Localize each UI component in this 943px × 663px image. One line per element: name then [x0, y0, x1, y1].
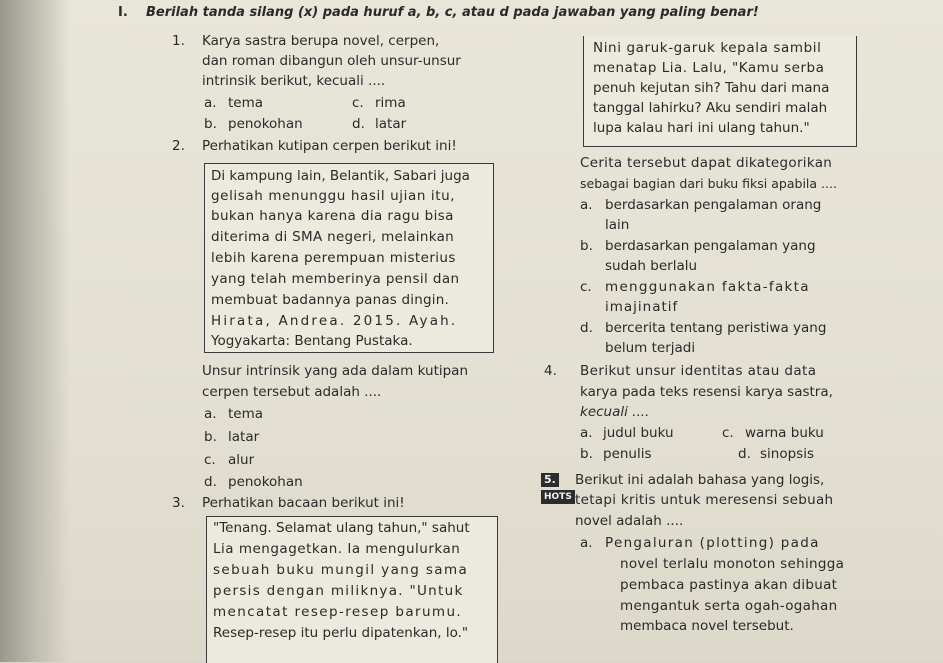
q1-option-c-text: rima: [375, 95, 406, 111]
q2-excerpt-line: lebih karena perempuan misterius: [211, 250, 456, 266]
q2-option-d-label[interactable]: d.: [204, 474, 217, 490]
q1-line-2: dan roman dibangun oleh unsur-unsur: [202, 53, 461, 69]
q5-option-a-label[interactable]: a.: [580, 535, 593, 551]
q5-line-1: Berikut ini adalah bahasa yang logis,: [575, 472, 825, 488]
q5-option-a-text-cont: membaca novel tersebut.: [620, 618, 794, 634]
q2-excerpt-line: bukan hanya karena dia ragu bisa: [211, 208, 454, 224]
q4-option-c-text: warna buku: [745, 425, 824, 441]
q4-option-b-text: penulis: [603, 446, 652, 462]
q3-excerpt-line: mencatat resep-resep barumu.: [213, 604, 463, 620]
q5-number-badge: 5.: [541, 473, 559, 487]
q3-number: 3.: [172, 495, 185, 511]
q2-citation-line: Hirata, Andrea. 2015. Ayah.: [211, 313, 458, 329]
q1-number: 1.: [172, 33, 185, 49]
q2-option-a-text: tema: [228, 406, 264, 422]
q4-option-c-label[interactable]: c.: [722, 425, 734, 441]
q3-option-c-label[interactable]: c.: [580, 279, 592, 295]
q2-option-a-label[interactable]: a.: [204, 406, 217, 422]
q3-option-c-text-cont: imajinatif: [605, 299, 679, 315]
q3-excerpt-line: Lia mengagetkan. Ia mengulurkan: [213, 541, 461, 557]
q3-question-line-2: sebagai bagian dari buku fiksi apabila ....: [580, 176, 837, 191]
q3-excerpt-line: Resep-resep itu perlu dipatenkan, lo.": [213, 625, 469, 641]
q1-option-a-text: tema: [228, 95, 264, 111]
q3-option-a-label[interactable]: a.: [580, 197, 593, 213]
q3-option-c-text: menggunakan fakta-fakta: [605, 279, 810, 295]
q5-line-3: novel adalah ....: [575, 513, 684, 529]
q1-line-1: Karya sastra berupa novel, cerpen,: [202, 33, 440, 49]
q2-option-b-text: latar: [228, 429, 260, 445]
q3-prompt: Perhatikan bacaan berikut ini!: [202, 495, 405, 511]
q3-option-a-text-cont: lain: [605, 217, 630, 233]
q3-continuation-line: tanggal lahirku? Aku sendiri malah: [593, 100, 828, 116]
q3-continuation-line: Nini garuk-garuk kepala sambil: [593, 40, 822, 56]
q5-option-a-text: Pengaluran (plotting) pada: [605, 535, 820, 551]
q3-question-line-1: Cerita tersebut dapat dikategorikan: [580, 155, 833, 171]
q3-option-d-label[interactable]: d.: [580, 320, 593, 336]
q4-option-b-label[interactable]: b.: [580, 446, 593, 462]
q3-continuation-line: menatap Lia. Lalu, "Kamu serba: [593, 60, 825, 76]
q1-option-d-label[interactable]: d.: [352, 116, 365, 132]
q1-option-d-text: latar: [375, 116, 407, 132]
q3-option-b-text: berdasarkan pengalaman yang: [605, 238, 816, 254]
q3-option-d-text-cont: belum terjadi: [605, 340, 696, 356]
q4-number: 4.: [544, 363, 557, 379]
q2-option-c-text: alur: [228, 452, 255, 468]
q2-question-line-1: Unsur intrinsik yang ada dalam kutipan: [202, 363, 469, 379]
q2-excerpt-line: Di kampung lain, Belantik, Sabari juga: [211, 168, 470, 184]
q3-excerpt-line: "Tenang. Selamat ulang tahun," sahut: [213, 520, 470, 536]
q3-option-a-text: berdasarkan pengalaman orang: [605, 197, 822, 213]
q4-line-1: Berikut unsur identitas atau data: [580, 363, 817, 379]
q2-excerpt-box: [204, 163, 494, 353]
q2-option-d-text: penokohan: [228, 474, 303, 490]
q2-option-b-label[interactable]: b.: [204, 429, 217, 445]
q3-option-b-label[interactable]: b.: [580, 238, 593, 254]
q2-option-c-label[interactable]: c.: [204, 452, 216, 468]
q3-option-b-text-cont: sudah berlalu: [605, 258, 698, 274]
q3-continuation-box: [583, 36, 857, 147]
q2-citation-line: Yogyakarta: Bentang Pustaka.: [211, 333, 413, 349]
q2-excerpt-line: gelisah menunggu hasil ujian itu,: [211, 188, 456, 204]
page-edge-shadow: [0, 0, 70, 662]
q4-option-a-text: judul buku: [603, 425, 674, 441]
instruction-number: I.: [118, 5, 128, 20]
q2-prompt: Perhatikan kutipan cerpen berikut ini!: [202, 138, 457, 154]
q1-option-a-label[interactable]: a.: [204, 95, 217, 111]
q2-excerpt-line: membuat badannya panas dingin.: [211, 292, 449, 308]
q1-line-3: intrinsik berikut, kecuali ....: [202, 73, 386, 89]
hots-badge: HOTS: [541, 490, 575, 504]
q3-excerpt-line: persis dengan miliknya. "Untuk: [213, 583, 464, 599]
q4-line-2: karya pada teks resensi karya sastra,: [580, 384, 833, 400]
q3-excerpt-box: [206, 516, 498, 663]
q1-option-b-text: penokohan: [228, 116, 303, 132]
q3-continuation-line: penuh kejutan sih? Tahu dari mana: [593, 80, 830, 96]
q5-option-a-text-cont: novel terlalu monoton sehingga: [620, 556, 845, 572]
q5-line-2: tetapi kritis untuk meresensi sebuah: [575, 492, 834, 508]
instruction-text: Berilah tanda silang (x) pada huruf a, b, c, atau d pada jawaban yang paling benar!: [146, 5, 759, 20]
q4-option-d-label[interactable]: d.: [738, 446, 751, 462]
q5-option-a-text-cont: pembaca pastinya akan dibuat: [620, 577, 838, 593]
q3-excerpt-line: sebuah buku mungil yang sama: [213, 562, 469, 578]
q2-excerpt-line: yang telah memberinya pensil dan: [211, 271, 460, 287]
q4-option-d-text: sinopsis: [760, 446, 814, 462]
q3-continuation-line: lupa kalau hari ini ulang tahun.": [593, 120, 810, 136]
q1-option-b-label[interactable]: b.: [204, 116, 217, 132]
q3-option-d-text: bercerita tentang peristiwa yang: [605, 320, 827, 336]
q4-option-a-label[interactable]: a.: [580, 425, 593, 441]
q2-question-line-2: cerpen tersebut adalah ....: [202, 384, 382, 400]
q4-line-3: kecuali ....: [580, 404, 650, 420]
q2-excerpt-line: diterima di SMA negeri, melainkan: [211, 229, 455, 245]
q2-number: 2.: [172, 138, 185, 154]
q1-option-c-label[interactable]: c.: [352, 95, 364, 111]
q5-option-a-text-cont: mengantuk serta ogah-ogahan: [620, 598, 838, 614]
